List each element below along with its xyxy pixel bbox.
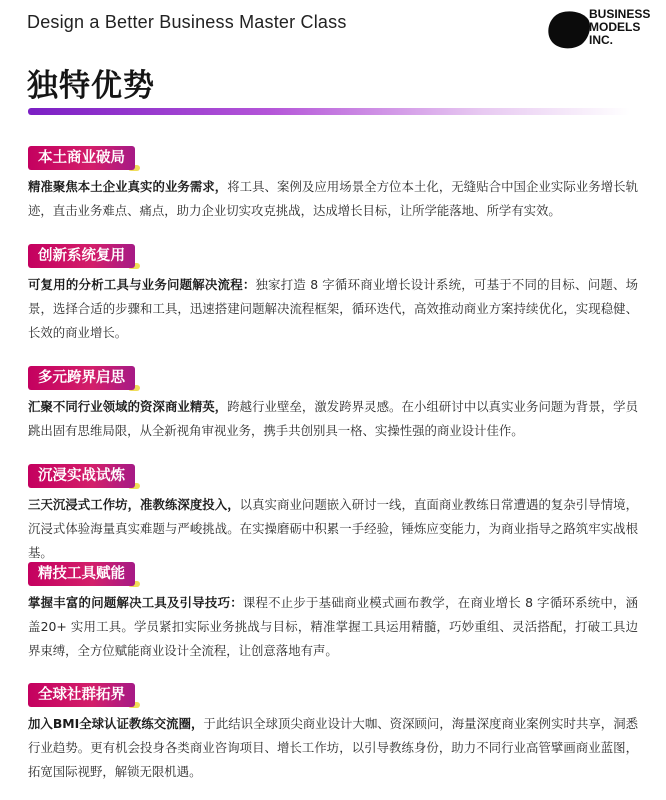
section-body [28,591,638,663]
section-cross-industry [28,366,638,443]
section-lead: 精准聚焦本土企业真实的业务需求， [28,179,228,194]
section-tag: 沉浸实战试炼 [28,464,135,488]
page-title: 独特优势 [27,68,155,104]
section-tag: 本土商业破局 [28,146,135,170]
section-lead: 掌握丰富的问题解决工具及引导技巧： [28,595,243,610]
section-tag: 创新系统复用 [28,244,135,268]
course-title: Design a Better Business Master Class [27,12,347,32]
section-global-community [28,683,638,784]
section-body [28,273,638,345]
section-text: 于此结识全球顶尖商业设计大咖、资深顾问，海量深度商业案例实时共享，洞悉行业趋势。更有机会投身各类商业咨询项目、增长工作坊，以引导教练身份，助力不同行业高管擘画商业蓝图，拓宽国际视野，解锁无限机遇。 [28,716,638,779]
section-body [28,175,638,223]
section-body [28,395,638,443]
section-lead: 三天沉浸式工作坊，准教练深度投入， [28,497,240,512]
section-innovation-system [28,244,638,345]
business-models-inc-logo [547,6,659,52]
section-body [28,712,638,784]
section-lead: 汇聚不同行业领域的资深商业精英， [28,399,228,414]
section-lead: 可复用的分析工具与业务问题解决流程： [28,277,256,292]
section-tag: 精技工具赋能 [28,562,135,586]
title-underline [28,108,630,115]
section-text: 独家打造 8 字循环商业增长设计系统，可基于不同的目标、问题、场景，选择合适的步骤和工具，迅速搭建问题解决流程框架，循环迭代，高效推动商业方案持续优化，实现稳健、长效的商业增长。 [28,277,638,340]
section-tag: 多元跨界启思 [28,366,135,390]
section-text: 跨越行业壁垒，激发跨界灵感。在小组研讨中以真实业务问题为背景，学员跳出固有思维局限，从全新视角审视业务，携手共创别具一格、实操性强的商业设计佳作。 [28,399,638,438]
logo-blob-icon [547,10,591,50]
section-immersive-practice [28,464,638,565]
section-tag: 全球社群拓界 [28,683,135,707]
section-local-business [28,146,638,223]
section-body [28,493,638,565]
section-lead: 加入BMI全球认证教练交流圈， [28,716,204,731]
page-header [0,0,666,56]
section-text: 课程不止步于基础商业模式画布教学，在商业增长 8 字循环系统中，涵盖20+ 实用工具。学员紧扣实际业务挑战与目标，精准掌握工具运用精髓，巧妙重组、灵活搭配，打破工具边界束缚，全方位赋能商业设计全流程，让创意落地有声。 [28,595,639,658]
section-text: 以真实商业问题嵌入研讨一线，直面商业教练日常遭遇的复杂引导情境，沉浸式体验海量真实难题与严峻挑战。在实操磨砺中积累一手经验，锤炼应变能力，为商业指导之路筑牢实战根基。 [28,497,639,560]
logo-wordmark: BUSINESS MODELS INC. [589,7,651,47]
section-tool-empowerment [28,562,638,663]
section-text: 将工具、案例及应用场景全方位本土化，无缝贴合中国企业实际业务增长轨迹，直击业务难点、痛点，助力企业切实攻克挑战，达成增长目标，让所学能落地、所学有实效。 [28,179,638,218]
